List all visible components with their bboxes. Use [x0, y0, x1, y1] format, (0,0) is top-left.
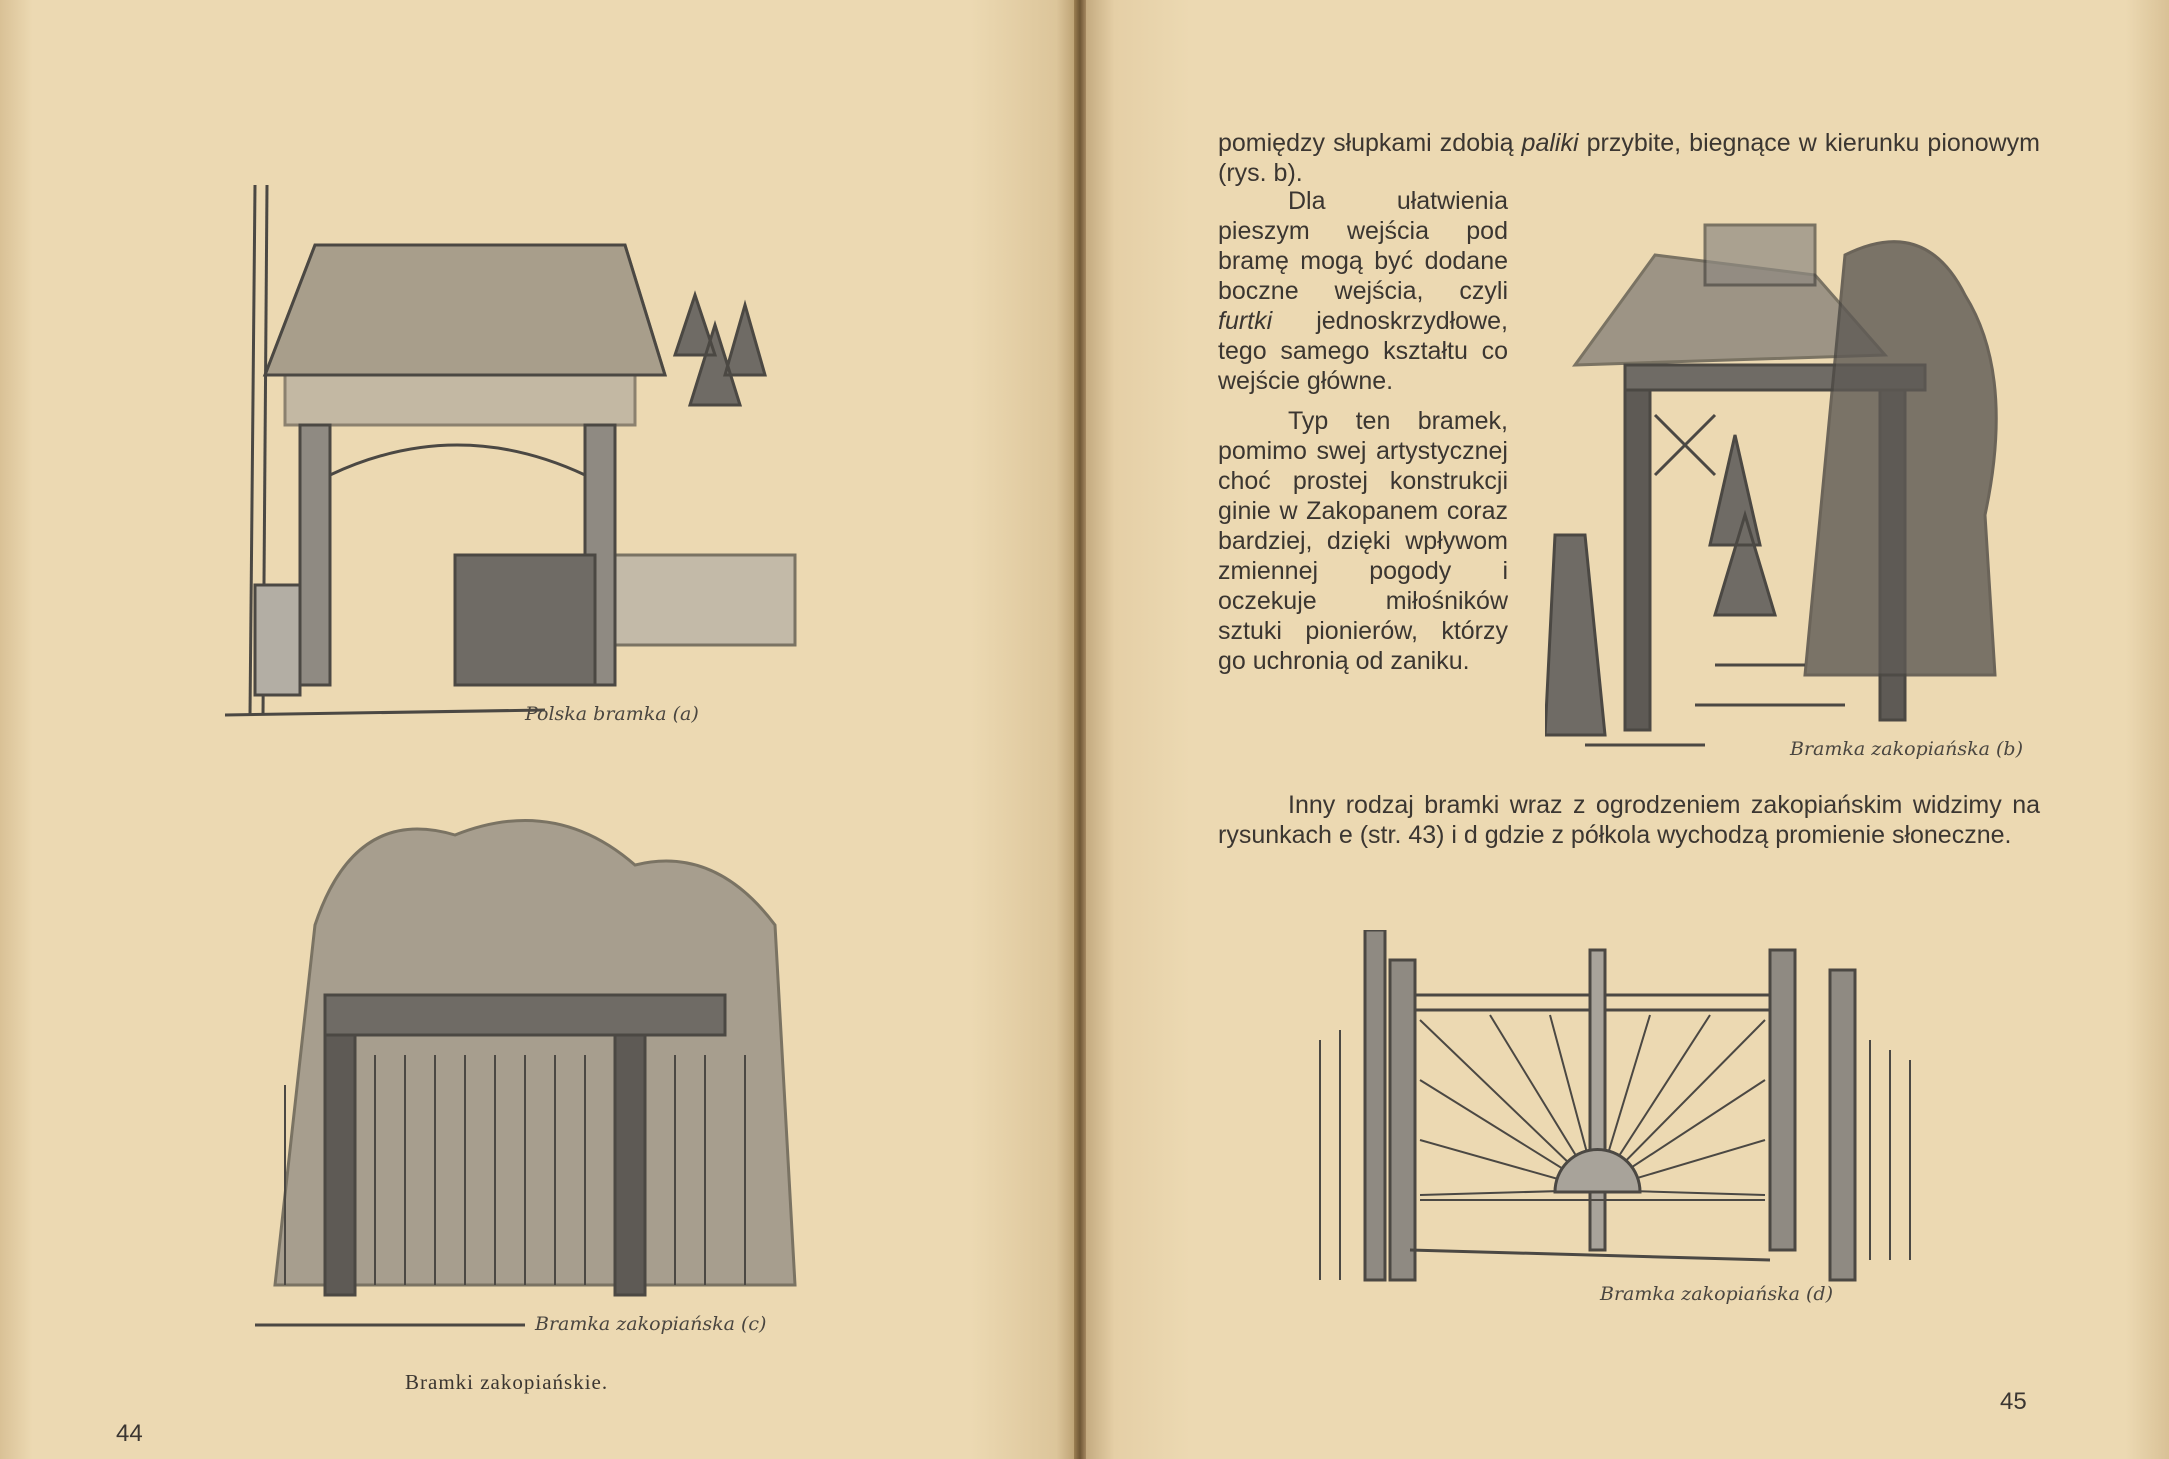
illustration-label: Bramka zakopiańska (d) [1600, 1283, 1833, 1305]
illustration-bramka-zakopianska-d [1310, 930, 1930, 1305]
illustration-label: Polska bramka (a) [525, 703, 699, 725]
paragraph-typ-bramek: Typ ten bramek, pomimo swej artystycznej choć prostej konstrukcji ginie w Zakopanem coraz bardziej, dzięki wpływom zmiennej pogody i oczekuje miłośników sztuki pionierów, którzy go uchronią od zaniku. [1218, 407, 1508, 675]
illustration-polska-bramka [225, 175, 805, 735]
italic-term: paliki [1521, 129, 1579, 157]
text: pomiędzy słupkami zdobią [1218, 129, 1522, 157]
text: Dla ułatwienia pieszym wejścia pod bramę mogą być dodane boczne wejścia, czyli [1218, 187, 1508, 305]
illustration-label: Bramka zakopiańska (b) [1790, 738, 2023, 760]
illustration-bramka-zakopianska-c [255, 805, 835, 1350]
text: jednoskrzydłowe, tego samego kształtu co wejście główne. [1218, 307, 1508, 395]
page-number-right: 45 [2000, 1388, 2027, 1415]
text: przybite, biegnące w kierunku pionowym (rys. b). [1218, 129, 2040, 187]
paragraph-furtki [1218, 186, 1508, 396]
illustration-bramka-zakopianska-b [1545, 215, 2035, 775]
illustration-label: Bramka zakopiańska (c) [535, 1313, 767, 1335]
page-number-left: 44 [116, 1420, 143, 1447]
italic-term: furtki [1218, 307, 1273, 335]
paragraph-inny-rodzaj: Inny rodzaj bramki wraz z ogrodzeniem zakopiańskim widzimy na rysunkach e (str. 43) i d gdzie z półkola wychodzą promienie słoneczne. [1218, 791, 2040, 849]
figure-caption: Bramki zakopiańskie. [405, 1370, 609, 1394]
narrow-text-column [1218, 186, 1508, 688]
paragraph-continued [1218, 128, 2040, 188]
book-spine [1074, 0, 1086, 1459]
